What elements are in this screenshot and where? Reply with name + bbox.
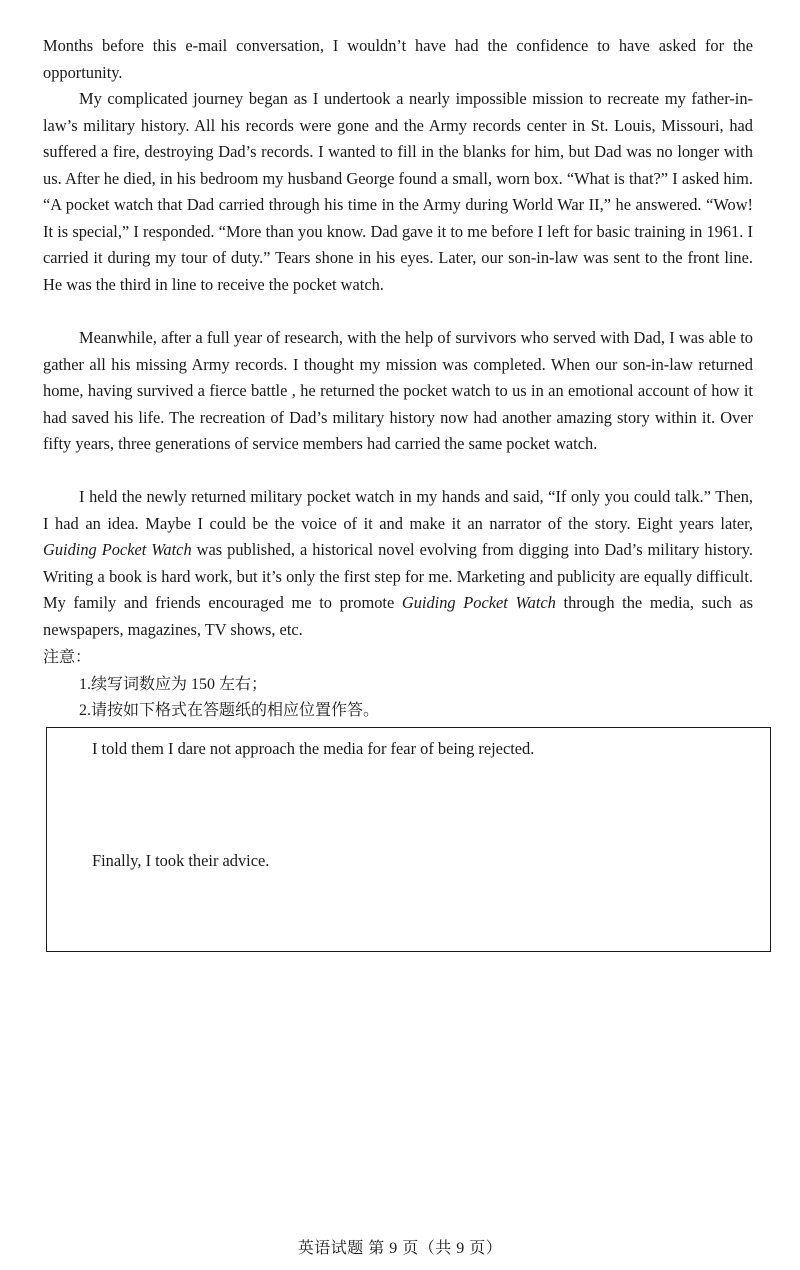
paragraph-4-text-b: was published, a historical novel evolving from digging into Dad’s military history. Writing a book is hard work, but it’s only the first step for me. Marketing and publicity are equally difficult. My family and friends encouraged me to promote xyxy=(43,540,753,612)
note-item-1: 1.续写词数应为 150 左右； xyxy=(79,676,268,693)
notes-label: 注意： xyxy=(43,649,92,666)
passage-paragraph-3: Meanwhile, after a full year of research, with the help of survivors who served with Dad, I was able to gather all his missing Army records. I thought my mission was completed. When our son-in-law returned home, having survived a fierce battle , he returned the pocket watch to us in an emotional account of how it had saved his life. The recreation of Dad’s military history now had another amazing story within it. Over fifty years, three generations of service members had carried the same pocket watch. xyxy=(43,328,753,453)
answer-box xyxy=(46,727,771,952)
note-item-2: 2.请按如下格式在答题纸的相应位置作答。 xyxy=(79,702,380,719)
answer-box-opening-line-1: I told them I dare not approach the media for fear of being rejected. xyxy=(92,739,535,758)
passage-paragraph-2: My complicated journey began as I undertook a nearly impossible mission to recreate my father-in-law’s military history. All his records were gone and the Army records center in St. Louis, Missouri, had suffered a fire, destroying Dad’s records. I wanted to fill in the blanks for him, but Dad was no longer with us. After he died, in his bedroom my husband George found a small, worn box. “What is that?” I asked him. “A pocket watch that Dad carried through his time in the Army during World War II,” he answered. “Wow! It is special,” I responded. “More than you know. Dad gave it to me before I left for basic training in 1961. I carried it during my tour of duty.” Tears shone in his eyes. Later, our son-in-law was sent to the front line. He was the third in line to receive the pocket watch. xyxy=(43,89,753,294)
passage-paragraph-1: Months before this e-mail conversation, I wouldn’t have had the confidence to have asked for the opportunity. xyxy=(43,36,753,82)
passage-paragraph-4 xyxy=(43,484,753,643)
paragraph-4-text-c: through the media, such as newspapers, magazines, TV shows, etc. xyxy=(43,593,753,639)
book-title: Guiding Pocket Watch xyxy=(401,593,556,612)
book-title: Guiding Pocket Watch xyxy=(43,540,192,559)
answer-box-opening-line-2: Finally, I took their advice. xyxy=(92,851,270,870)
page-footer: 英语试题 第 9 页（共 9 页） xyxy=(297,1240,503,1257)
paragraph-4-text-a: I held the newly returned military pocket watch in my hands and said, “If only you could talk.” Then, I had an idea. Maybe I could be the voice of it and make it an narrator of the story. Eight years later, xyxy=(43,487,753,533)
